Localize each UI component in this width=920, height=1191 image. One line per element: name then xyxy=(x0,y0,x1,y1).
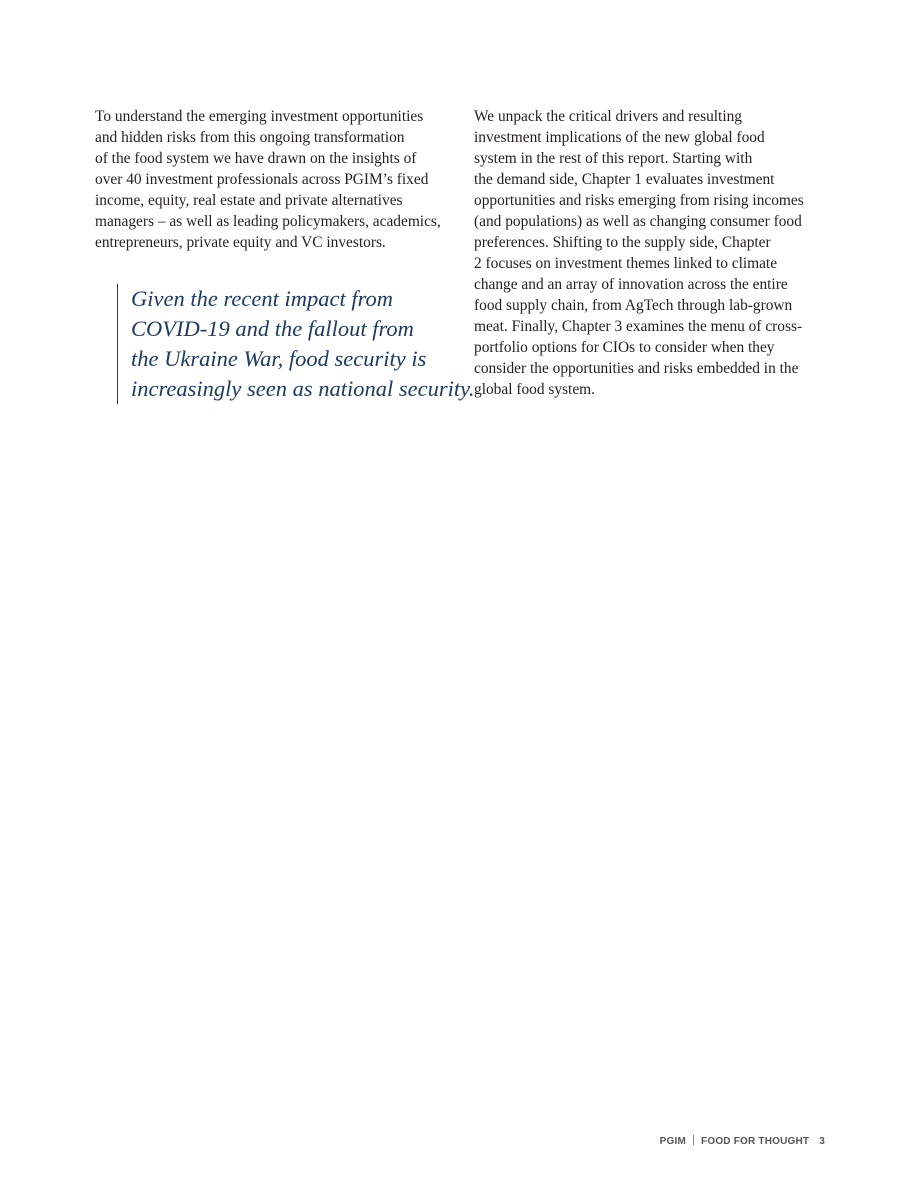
paragraph-line: opportunities and risks emerging from rising incomes xyxy=(474,192,804,209)
paragraph-line: global food system. xyxy=(474,381,595,398)
paragraph-line: food supply chain, from AgTech through lab-grown xyxy=(474,297,793,314)
footer-brand: PGIM xyxy=(659,1136,687,1147)
page-number: 3 xyxy=(819,1136,825,1147)
footer-title: FOOD FOR THOUGHT xyxy=(701,1136,810,1147)
paragraph-line: preferences. Shifting to the supply side, Chapter xyxy=(474,234,771,251)
paragraph-line: investment implications of the new global food xyxy=(474,129,765,146)
paragraph-line: managers – as well as leading policymakers, academics, xyxy=(95,213,441,230)
right-body-paragraph xyxy=(474,106,826,400)
paragraph-line: system in the rest of this report. Starting with xyxy=(474,150,753,167)
pull-quote-line: increasingly seen as national security. xyxy=(131,376,475,401)
paragraph-line: income, equity, real estate and private alternatives xyxy=(95,192,403,209)
paragraph-line: (and populations) as well as changing consumer food xyxy=(474,213,802,230)
page-footer xyxy=(660,1135,825,1147)
paragraph-line: and hidden risks from this ongoing transformation xyxy=(95,129,405,146)
pull-quote-line: COVID-19 and the fallout from xyxy=(131,316,414,341)
pull-quote-line: Given the recent impact from xyxy=(131,286,394,311)
paragraph-line: change and an array of innovation across the entire xyxy=(474,276,788,293)
paragraph-line: We unpack the critical drivers and resulting xyxy=(474,108,742,125)
pull-quote-line: the Ukraine War, food security is xyxy=(131,346,427,371)
paragraph-line: of the food system we have drawn on the insights of xyxy=(95,150,417,167)
paragraph-line: To understand the emerging investment opportunities xyxy=(95,108,424,125)
left-body-paragraph xyxy=(95,106,455,253)
paragraph-line: the demand side, Chapter 1 evaluates investment xyxy=(474,171,775,188)
pull-quote xyxy=(117,284,475,404)
paragraph-line: entrepreneurs, private equity and VC investors. xyxy=(95,234,386,251)
footer-divider xyxy=(693,1135,694,1145)
paragraph-line: meat. Finally, Chapter 3 examines the menu of cross- xyxy=(474,318,803,335)
paragraph-line: 2 focuses on investment themes linked to climate xyxy=(474,255,778,272)
paragraph-line: consider the opportunities and risks embedded in the xyxy=(474,360,799,377)
paragraph-line: over 40 investment professionals across PGIM’s fixed xyxy=(95,171,429,188)
paragraph-line: portfolio options for CIOs to consider when they xyxy=(474,339,775,356)
